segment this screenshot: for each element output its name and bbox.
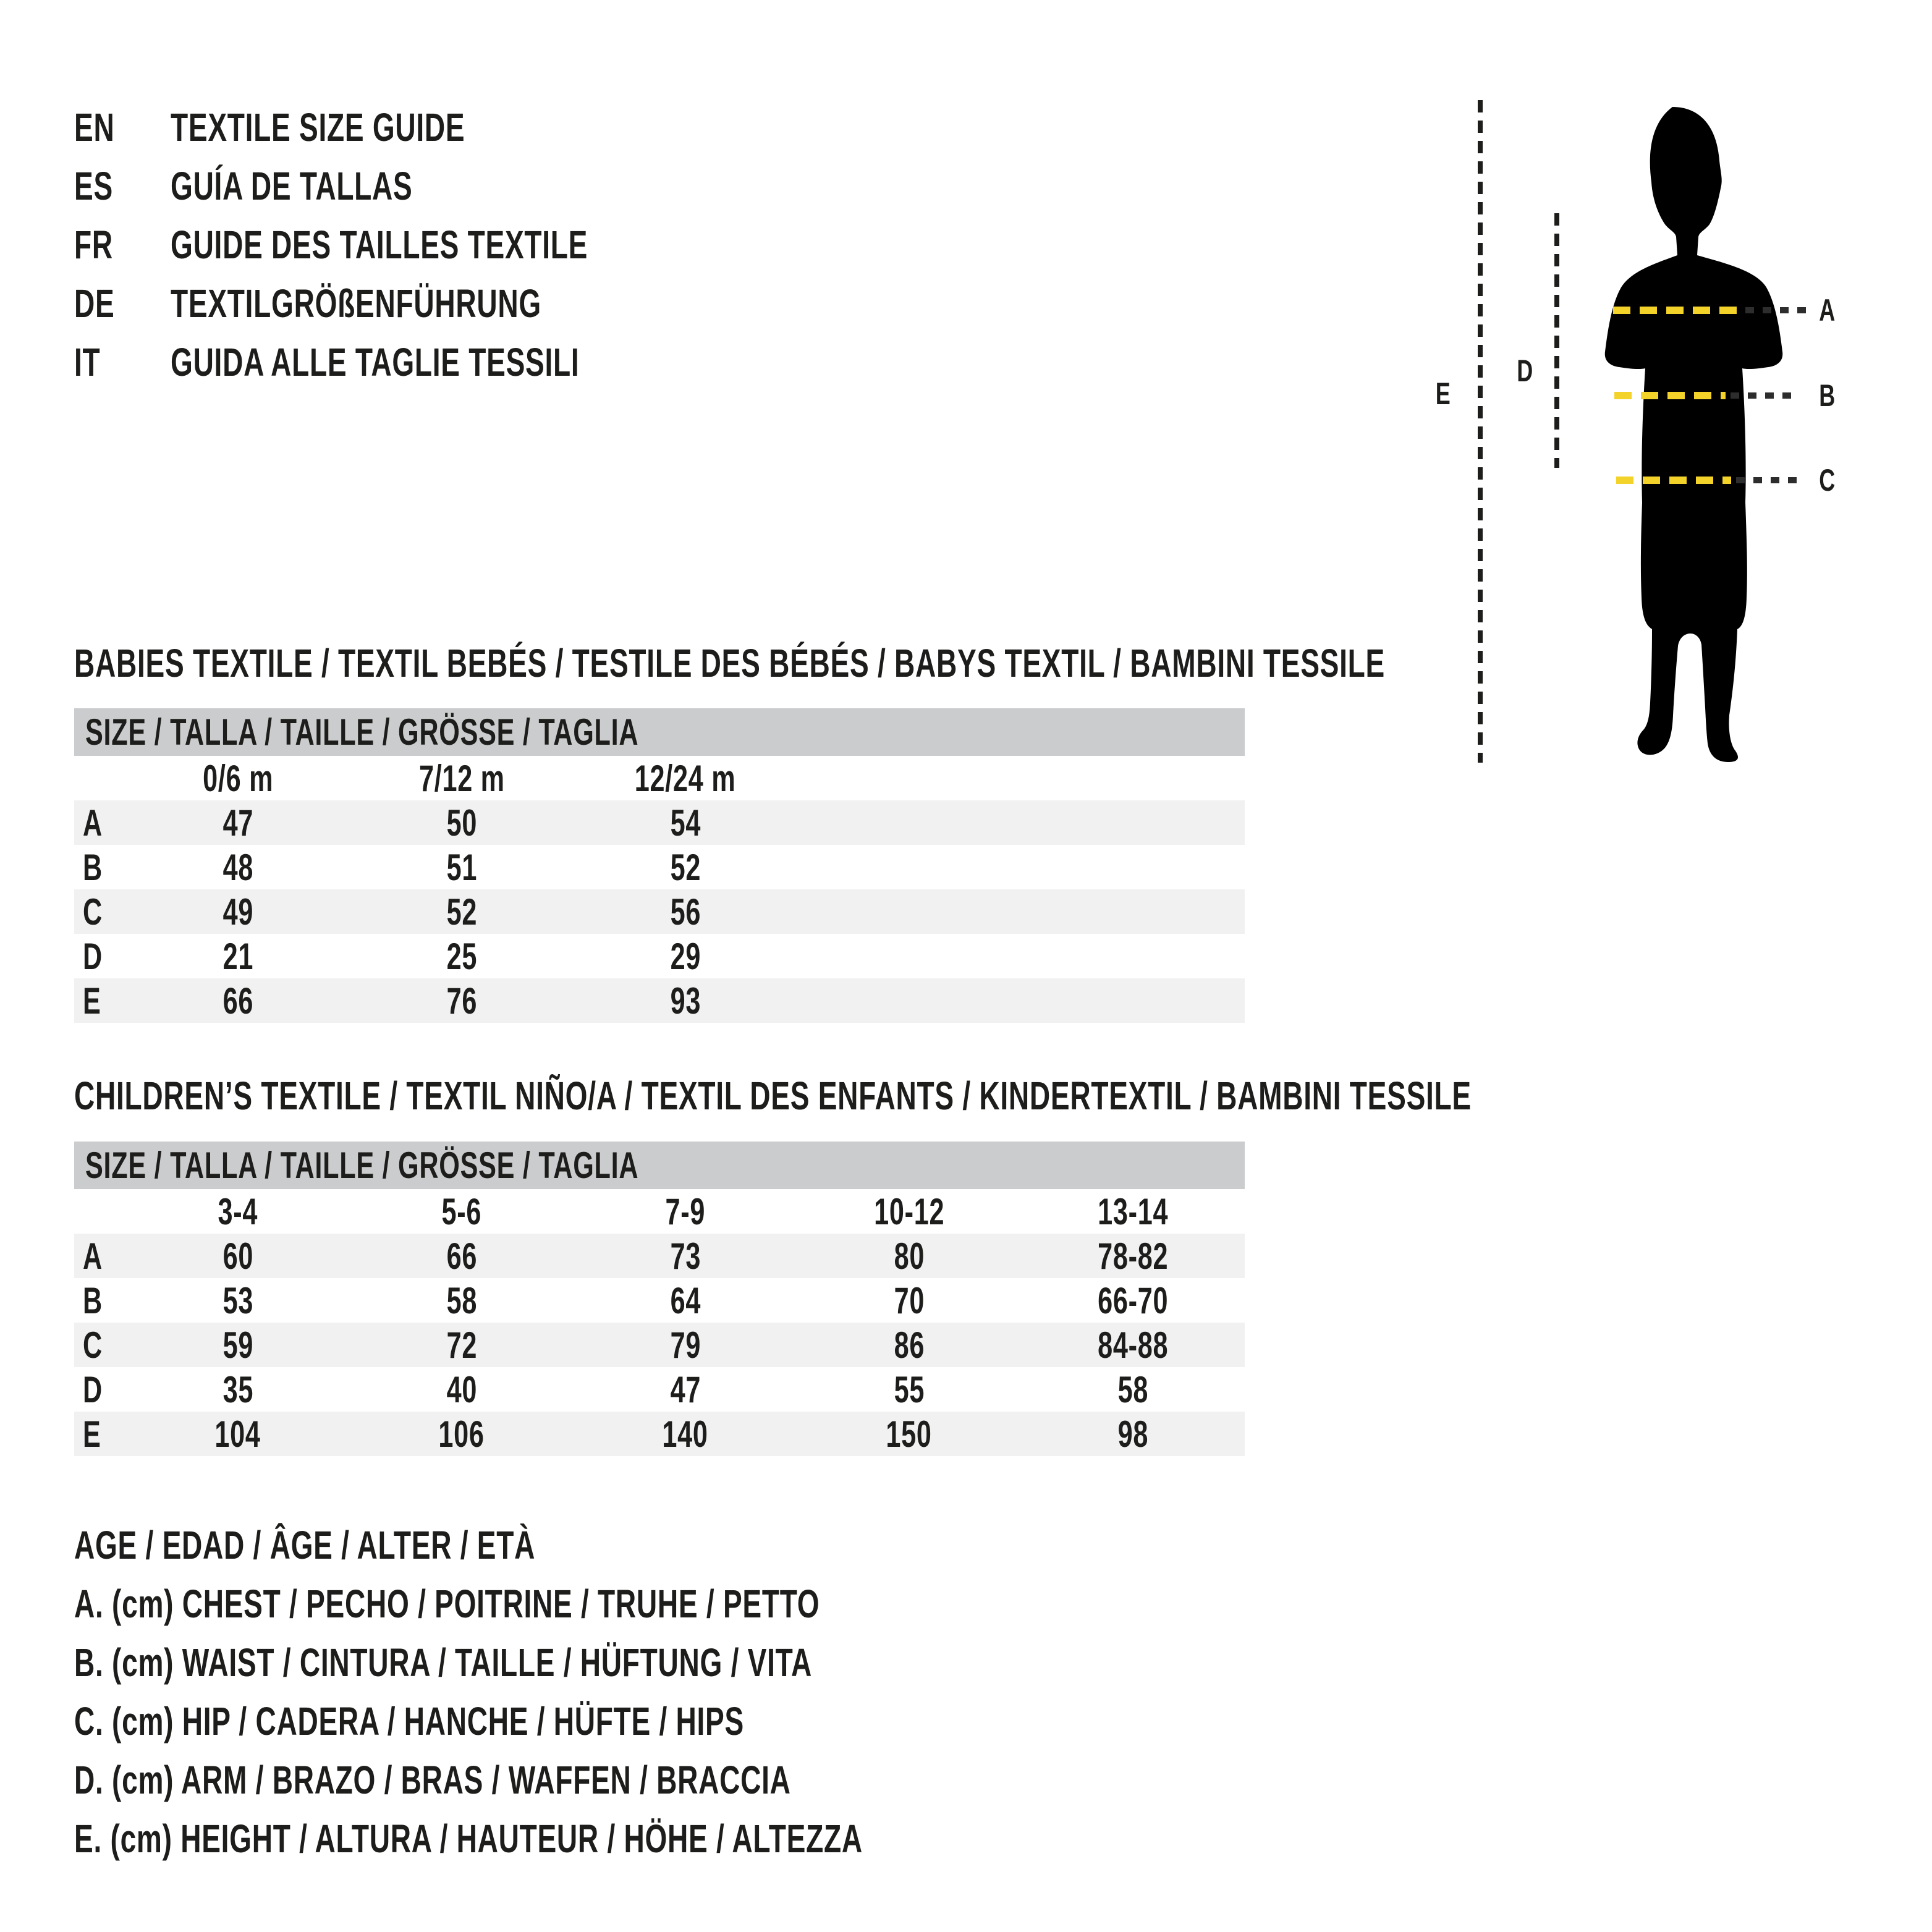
- table-cell: 66-70: [1097, 1279, 1169, 1321]
- language-code: IT: [74, 339, 101, 384]
- table-cell: 47: [670, 1368, 701, 1410]
- children-size-table: [74, 1142, 1245, 1456]
- table-cell: 80: [894, 1235, 925, 1277]
- language-title-list: [74, 98, 750, 391]
- hip-measure-dashes-yellow: [1616, 477, 1731, 484]
- guide-title-it: GUIDA ALLE TAGLIE TESSILI: [171, 339, 580, 384]
- table-cell: 70: [894, 1279, 925, 1321]
- table-cell: 104: [214, 1413, 261, 1455]
- row-label: D: [83, 1368, 103, 1410]
- legend-arm: D. (cm) ARM / BRAZO / BRAS / WAFFEN / BRACCIA: [74, 1758, 791, 1802]
- table-cell: 25: [446, 935, 477, 977]
- table-cell: 35: [222, 1368, 253, 1410]
- table-cell: 40: [446, 1368, 477, 1410]
- table-cell: 51: [446, 846, 477, 888]
- table-cell: 79: [670, 1324, 701, 1366]
- table-cell: 50: [446, 802, 477, 844]
- figure-label-c: C: [1819, 463, 1836, 498]
- table-cell: [74, 1189, 126, 1234]
- table-cell: 52: [670, 846, 701, 888]
- row-label: B: [83, 846, 103, 888]
- language-row-it: [74, 333, 750, 391]
- column-header: 13-14: [1097, 1190, 1169, 1232]
- table-cell: 49: [222, 891, 253, 933]
- measurement-legend: [74, 1516, 1169, 1868]
- language-row-es: [74, 156, 750, 215]
- figure-label-e: E: [1435, 376, 1451, 411]
- table-row-e: [74, 978, 1245, 1023]
- table-cell: 47: [222, 802, 253, 844]
- table-cell: 98: [1117, 1413, 1148, 1455]
- figure-label-d: D: [1517, 354, 1534, 388]
- column-header: 5-6: [441, 1190, 482, 1232]
- table-row-d: [74, 1367, 1245, 1412]
- language-row-de: [74, 274, 750, 333]
- column-header: 3-4: [218, 1190, 258, 1232]
- table-cell: 84-88: [1097, 1324, 1169, 1366]
- table-cell: 53: [222, 1279, 253, 1321]
- table-cell: 72: [446, 1324, 477, 1366]
- column-header: 12/24 m: [635, 757, 736, 799]
- table-row-d: [74, 934, 1245, 978]
- table-cell: 66: [446, 1235, 477, 1277]
- table-cell: 150: [886, 1413, 933, 1455]
- language-code: ES: [74, 163, 113, 208]
- table-cell: 73: [670, 1235, 701, 1277]
- table-row-b: [74, 1278, 1245, 1323]
- arm-measure-line-d: [1554, 213, 1559, 468]
- table-cell: 64: [670, 1279, 701, 1321]
- table-cell: 59: [222, 1324, 253, 1366]
- column-header: 7-9: [665, 1190, 706, 1232]
- table-cell: 76: [446, 980, 477, 1022]
- hip-measure-dashes-dark: [1736, 477, 1799, 483]
- row-label: B: [83, 1279, 103, 1321]
- table-row-a: [74, 1234, 1245, 1278]
- legend-chest: A. (cm) CHEST / PECHO / POITRINE / TRUHE / PETTO: [74, 1582, 820, 1626]
- legend-waist: B. (cm) WAIST / CINTURA / TAILLE / HÜFTUNG / VITA: [74, 1640, 813, 1685]
- row-label: E: [83, 980, 101, 1022]
- size-header-bar: SIZE / TALLA / TAILLE / GRÖSSE / TAGLIA: [74, 1142, 1245, 1189]
- table-row-c: [74, 1323, 1245, 1367]
- table-cell: 140: [662, 1413, 709, 1455]
- legend-age: AGE / EDAD / ÂGE / ALTER / ETÀ: [74, 1523, 536, 1567]
- column-header: 0/6 m: [202, 757, 274, 799]
- babies-size-table: [74, 708, 1245, 1023]
- table-cell: 106: [438, 1413, 485, 1455]
- table-cell: 52: [446, 891, 477, 933]
- table-cell: 58: [446, 1279, 477, 1321]
- column-header: 7/12 m: [418, 757, 505, 799]
- guide-title-en: TEXTILE SIZE GUIDE: [171, 104, 465, 150]
- figure-label-a: A: [1819, 293, 1836, 328]
- legend-hip: C. (cm) HIP / CADERA / HANCHE / HÜFTE / HIPS: [74, 1699, 744, 1743]
- table-cell: [1021, 756, 1245, 800]
- chest-measure-dashes-dark: [1745, 307, 1808, 313]
- table-cell: [74, 756, 126, 800]
- guide-title-de: TEXTILGRÖßENFÜHRUNG: [171, 281, 541, 326]
- language-code: EN: [74, 104, 115, 150]
- table-cell: [797, 756, 1021, 800]
- table-cell: 58: [1117, 1368, 1148, 1410]
- table-cell: 29: [670, 935, 701, 977]
- table-cell: 56: [670, 891, 701, 933]
- table-cell: 48: [222, 846, 253, 888]
- table-row-a: [74, 800, 1245, 845]
- legend-height: E. (cm) HEIGHT / ALTURA / HAUTEUR / HÖHE / ALTEZZA: [74, 1816, 863, 1861]
- table-cell: 55: [894, 1368, 925, 1410]
- row-label: C: [83, 1324, 103, 1366]
- row-label: D: [83, 935, 103, 977]
- table-cell: 21: [222, 935, 253, 977]
- table-cell: 86: [894, 1324, 925, 1366]
- table-cell: 66: [222, 980, 253, 1022]
- table-cell: 93: [670, 980, 701, 1022]
- row-label: A: [83, 802, 103, 844]
- table-row-b: [74, 845, 1245, 889]
- language-row-en: [74, 98, 750, 156]
- waist-measure-dashes-dark: [1731, 392, 1796, 399]
- guide-title-fr: GUIDE DES TAILLES TEXTILE: [171, 222, 588, 267]
- children-section-heading: CHILDREN’S TEXTILE / TEXTIL NIÑO/A / TEXTIL DES ENFANTS / KINDERTEXTIL / BAMBINI TESSILE: [74, 1074, 1472, 1118]
- figure-label-b: B: [1819, 378, 1836, 413]
- table-row-c: [74, 889, 1245, 934]
- waist-measure-dashes-yellow: [1614, 392, 1726, 399]
- guide-title-es: GUÍA DE TALLAS: [171, 163, 413, 208]
- table-row-e: [74, 1412, 1245, 1456]
- table-cell: 54: [670, 802, 701, 844]
- chest-measure-dashes-yellow: [1613, 307, 1740, 314]
- babies-section-heading: BABIES TEXTILE / TEXTIL BEBÉS / TESTILE DES BÉBÉS / BABYS TEXTIL / BAMBINI TESSILE: [74, 641, 1385, 685]
- language-code: FR: [74, 222, 113, 267]
- table-cell: 78-82: [1097, 1235, 1169, 1277]
- row-label: A: [83, 1235, 103, 1277]
- size-header-bar: SIZE / TALLA / TAILLE / GRÖSSE / TAGLIA: [74, 708, 1245, 756]
- language-row-fr: [74, 215, 750, 274]
- babies-column-header-row: [74, 756, 1245, 800]
- children-column-header-row: [74, 1189, 1245, 1234]
- row-label: E: [83, 1413, 101, 1455]
- table-cell: 60: [222, 1235, 253, 1277]
- row-label: C: [83, 891, 103, 933]
- column-header: 10-12: [873, 1190, 945, 1232]
- language-code: DE: [74, 281, 115, 326]
